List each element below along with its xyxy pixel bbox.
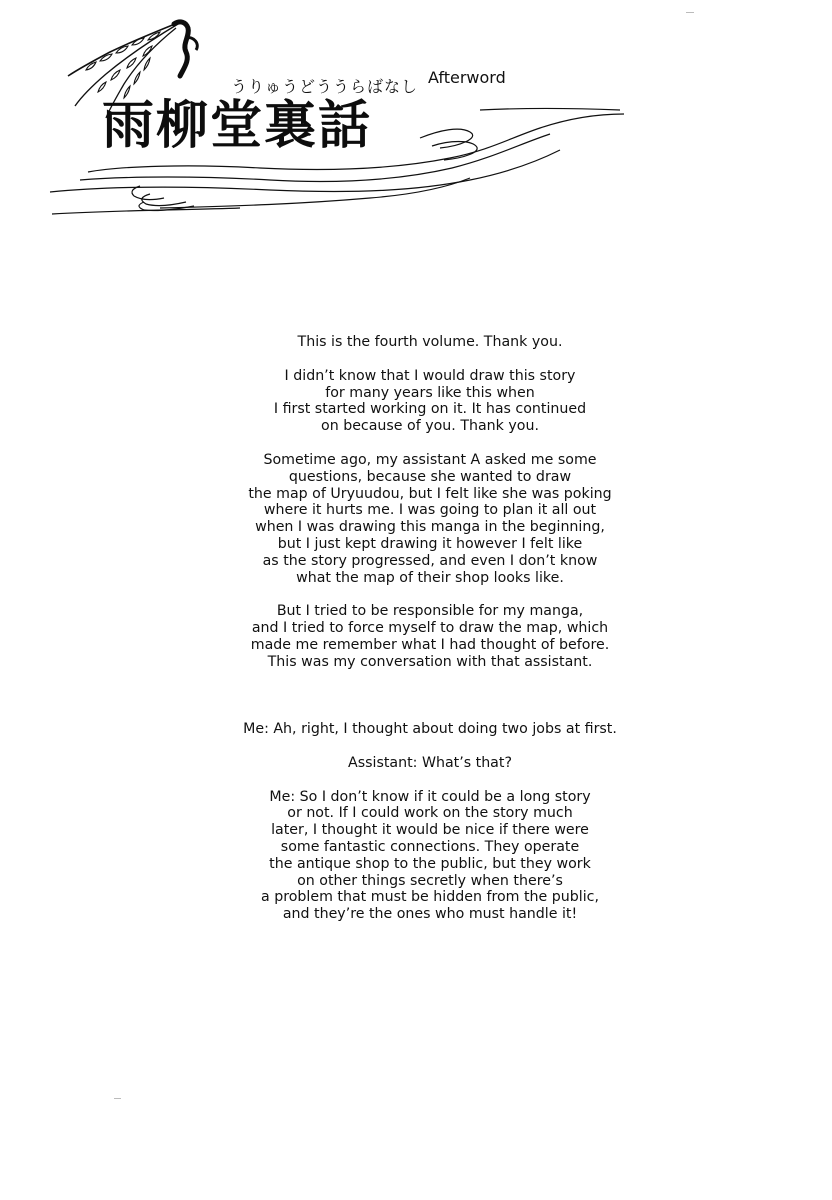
text-line: the map of Uryuudou, but I felt like she was poking (248, 485, 612, 502)
text-line: made me remember what I had thought of before. (250, 636, 610, 653)
text-line: where it hurts me. I was going to plan it all out (263, 502, 597, 519)
paragraph-2 (200, 368, 660, 435)
text-line: I first started working on it. It has continued (273, 401, 587, 418)
text-line: on other things secretly when there’s (297, 872, 563, 889)
text-line: when I was drawing this manga in the beginning, (255, 519, 605, 536)
text-line: Assistant: What’s that? (348, 754, 512, 771)
text-line: Me: So I don’t know if it could be a long story (269, 788, 591, 805)
paragraph-1 (200, 334, 660, 351)
text-line: but I just kept drawing it however I felt like (277, 535, 583, 552)
text-line: for many years like this when (325, 384, 535, 401)
dialogue-line-assistant (200, 755, 660, 772)
text-line: later, I thought it would be nice if there were (271, 822, 589, 839)
text-line: This is the fourth volume. Thank you. (297, 334, 563, 350)
text-line: the antique shop to the public, but they work (269, 855, 591, 872)
text-line: This was my conversation with that assistant. (267, 653, 593, 670)
afterword-label: Afterword (428, 68, 506, 87)
text-line: or not. If I could work on the story much (287, 805, 573, 822)
text-line: a problem that must be hidden from the public, (261, 889, 599, 906)
text-line: Sometime ago, my assistant A asked me some (263, 451, 597, 468)
text-line: I didn’t know that I would draw this story (284, 367, 576, 384)
paragraph-3 (200, 452, 660, 586)
text-line: and I tried to force myself to draw the map, which (251, 620, 609, 637)
title-kanji: 雨柳堂裏話 (102, 95, 373, 156)
scan-speck (114, 1098, 121, 1099)
text-line: Me: Ah, right, I thought about doing two jobs at first. (243, 721, 617, 737)
text-line: what the map of their shop looks like. (296, 569, 564, 586)
paragraph-4 (200, 603, 660, 670)
text-line: questions, because she wanted to draw (288, 468, 572, 485)
afterword-dialogue (200, 721, 660, 940)
text-line: and they’re the ones who must handle it! (282, 906, 578, 923)
text-line: some fantastic connections. They operate (280, 838, 580, 855)
afterword-header (40, 10, 640, 225)
scan-speck (686, 12, 694, 13)
dialogue-line-me-1 (200, 721, 660, 738)
dialogue-line-me-2 (200, 789, 660, 923)
text-line: But I tried to be responsible for my manga, (276, 603, 584, 620)
furigana-reading: うりゅうどううらばなし (231, 77, 419, 96)
text-line: on because of you. Thank you. (321, 418, 539, 435)
afterword-body (200, 334, 660, 688)
text-line: as the story progressed, and even I don’t know (262, 552, 598, 569)
